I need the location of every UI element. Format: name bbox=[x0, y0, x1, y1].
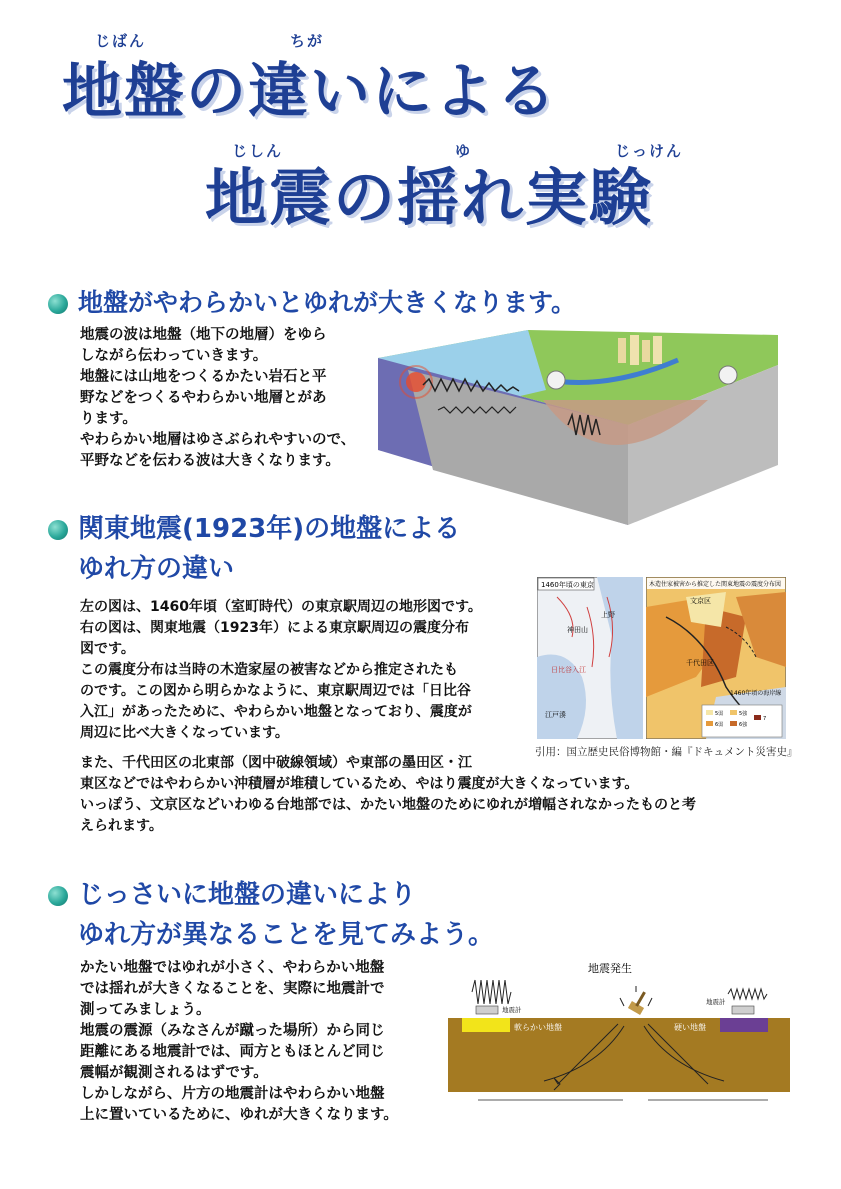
section1-text: 地震の波は地盤（地下の地層）をゆら しながら伝わっていきます。 地盤には山地をつくるかたい岩石と平 野などをつくるやわらかい地層とがあ ります。 やわらかい地層はゆさぶられやすいので、 平野などを伝わる波は大きくなります。 bbox=[80, 327, 356, 469]
map-right-place-bunkyo: 文京区 bbox=[690, 597, 711, 605]
section3-text: かたい地盤ではゆれが小さく、やわらかい地盤 では揺れが大きくなることを、実際に地震計で 測ってみましょう。 地震の震源（みなさんが蹴った場所）から同じ 距離にある地震計では、両方ともほとんど同じ 震幅が観測されるはずです。 しかしながら、片方の地震計はやわらかい地盤 上に置いているために、ゆれが大きくなります。 bbox=[80, 960, 398, 1123]
map-left-place-edo: 江戸湊 bbox=[545, 711, 566, 719]
section3-heading-line2: ゆれ方が異なることを見てみよう。 bbox=[78, 920, 495, 950]
map-1460-tokyo bbox=[537, 577, 643, 739]
title-ruby-jiban: じばん bbox=[95, 32, 147, 50]
soft-ground-label: 軟らかい地盤 bbox=[514, 1023, 562, 1032]
ground-block-diagram bbox=[378, 330, 778, 525]
section2-text-wide: また、千代田区の北東部（図中破線領域）や東部の墨田区・江 東区などではやわらかい沖積層が堆積しているため、やはり震度が大きくなっています。 いっぽう、文京区などいわゆる台地部では、かたい地盤のためにゆれが増幅されなかったものと考 えられます。 bbox=[80, 755, 696, 834]
legend-5strong: 5強 bbox=[739, 711, 748, 717]
map-1923-intensity bbox=[646, 577, 786, 739]
title-ruby-yu: ゆ bbox=[455, 142, 473, 160]
title-ruby-jishin: じしん bbox=[232, 142, 284, 160]
map-left-place-ueno: 上野 bbox=[601, 611, 615, 619]
map-left-place-kanda: 神田山 bbox=[567, 626, 588, 634]
legend-6strong: 6強 bbox=[739, 722, 748, 728]
main-title-line1: 地盤の違いによる bbox=[62, 57, 558, 127]
section1-heading: 地盤がやわらかいとゆれが大きくなります。 bbox=[78, 288, 577, 317]
section2-heading-line2: ゆれ方の違い bbox=[78, 554, 235, 584]
hard-ground-label: 硬い地盤 bbox=[674, 1023, 706, 1032]
map-citation: 引用：国立歴史民俗博物館・編『ドキュメント災害史』 bbox=[535, 746, 798, 758]
section1-bullet-icon bbox=[48, 294, 68, 314]
map-right-label: 木造住家被害から推定した関東地震の震度分布図 bbox=[649, 581, 782, 588]
legend-7: 7 bbox=[763, 716, 767, 722]
seismometer-label-right: 地震計 bbox=[706, 998, 726, 1006]
legend-6weak: 6弱 bbox=[715, 722, 724, 728]
seismometer-label-left: 地震計 bbox=[502, 1006, 522, 1014]
quake-label: 地震発生 bbox=[588, 962, 632, 975]
section2-text-narrow: 左の図は、1460年頃（室町時代）の東京駅周辺の地形図です。 右の図は、関東地震（1923年）による東京駅周辺の震度分布 図です。 この震度分布は当時の木造家屋の被害などから推定されたも のです。この図から明らかなように、東京駅周辺では「日比谷 入江」があったために、やわらかい地盤となっており、震度が 周辺に比べ大きくなっています。 bbox=[80, 599, 482, 741]
section3-bullet-icon bbox=[48, 886, 68, 906]
map-right-place-chiyoda: 千代田区 bbox=[686, 659, 714, 667]
legend-5weak: 5弱 bbox=[715, 711, 724, 717]
title-ruby-jikken: じっけん bbox=[615, 142, 684, 160]
map-left-label: 1460年頃の東京 bbox=[541, 581, 594, 589]
section2-bullet-icon bbox=[48, 520, 68, 540]
section2-heading-line1: 関東地震(1923年)の地盤による bbox=[78, 514, 461, 544]
map-right-place-coastline: 1460年頃の海岸線 bbox=[730, 690, 782, 697]
main-title-line2: 地震の揺れ実験 bbox=[205, 161, 654, 234]
map-left-place-hibiya: 日比谷入江 bbox=[551, 666, 586, 674]
title-ruby-chiga: ちが bbox=[290, 32, 325, 50]
experiment-diagram bbox=[448, 962, 790, 1110]
section3-heading-line1: じっさいに地盤の違いにより bbox=[78, 880, 417, 910]
